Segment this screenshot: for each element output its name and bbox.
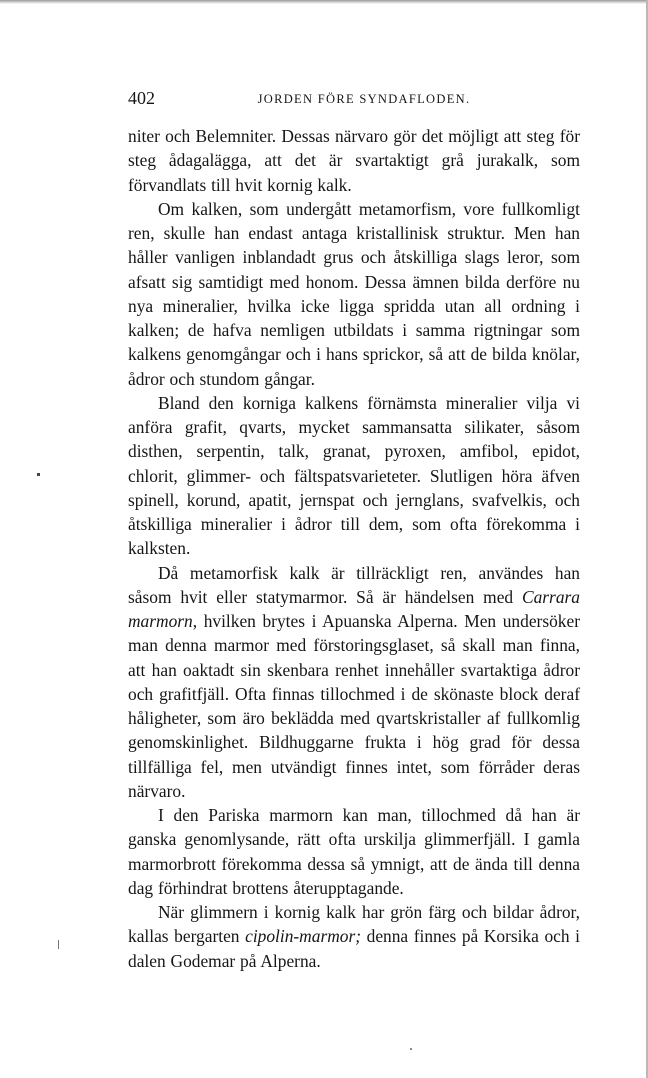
paragraph-1: niter och Belemniter. Dessas närvaro gör det möjligt att steg för steg ådagalägga, att det är svartaktigt grå jurakalk, som förvandlats till hvit kornig kalk.: [128, 126, 580, 195]
paragraph-6-text-start: När glimmern i kornig kalk har grön färg och bildar ådror, kallas bergarten: [128, 902, 580, 947]
paragraph-3: Bland den korniga kalkens förnämsta mineralier vilja vi anföra grafit, qvarts, mycket sammansatta silikater, såsom disthen, serpentin, talk, granat, pyroxen, amfibol, epidot, chlorit, glimmer- och fältspatsvarieteter. Slutligen höra äfven spinell, korund, apatit, jernspat och jernglans, svafvelkis, och åtskilliga mineralier i ådror till dem, som ofta förekomma i kalksten.: [128, 392, 580, 559]
paragraph-2: Om kalken, som undergått metamorfism, vore fullkomligt ren, skulle han endast antaga kristallinisk struktur. Men han håller vanligen inblandadt grus och åtskilliga slags leror, som afsatt sig samtidigt med honom. Dessa ämnen bilda derföre nu nya mineralier, hvilka icke ligga spridda utan all ordning i kalken; de hafva nemligen utbildats i samma rigtningar som kalkens genomgångar och i hans sprickor, så att de bilda knölar, ådror och stundom gångar.: [128, 198, 580, 389]
running-title: JORDEN FÖRE SYNDAFLODEN.: [257, 92, 471, 106]
page-header: [128, 86, 580, 110]
italic-term-cipolin: cipolin-marmor;: [245, 926, 362, 947]
page-top-edge: [0, 0, 648, 4]
scan-speck: [410, 1048, 412, 1050]
scan-speck: [37, 473, 40, 476]
paragraph-4-text-end: , hvilken brytes i Apuanska Alperna. Men undersöker man denna marmor med förstoringsglaset, så skall man finna, att han oaktadt sin skenbara renhet innehåller svartaktiga ådror och grafitfjäll. Ofta finnas tillochmed i de skönaste block deraf håligheter, som äro beklädda med qvartskristaller af fullkomlig genomskinlighet. Bildhuggarne frukta i hög grad för dessa tillfälliga fel, men utvändigt finnes intet, som förråder deras närvaro.: [128, 611, 580, 801]
paragraph-6: [128, 900, 580, 973]
paragraph-5: I den Pariska marmorn kan man, tillochmed då han är ganska genomlysande, rätt ofta urskilja glimmerfjäll. I gamla marmorbrott förekomma dessa så ymnigt, att de ända till denna dag förhindrat brottens återupptagande.: [128, 805, 580, 898]
body-text: [128, 124, 580, 973]
paragraph-6-text-end: denna finnes på Korsika och i dalen Godemar på Alperna.: [128, 926, 580, 971]
paragraph-4: [128, 561, 580, 804]
scan-speck: [58, 940, 59, 949]
italic-term-carrara: Carrara marmorn: [128, 586, 580, 631]
paragraph-4-text-start: Då metamorfisk kalk är tillräckligt ren, användes han såsom hvit eller statymarmor. Så är händelsen med: [128, 562, 580, 607]
page-number: 402: [128, 88, 155, 108]
